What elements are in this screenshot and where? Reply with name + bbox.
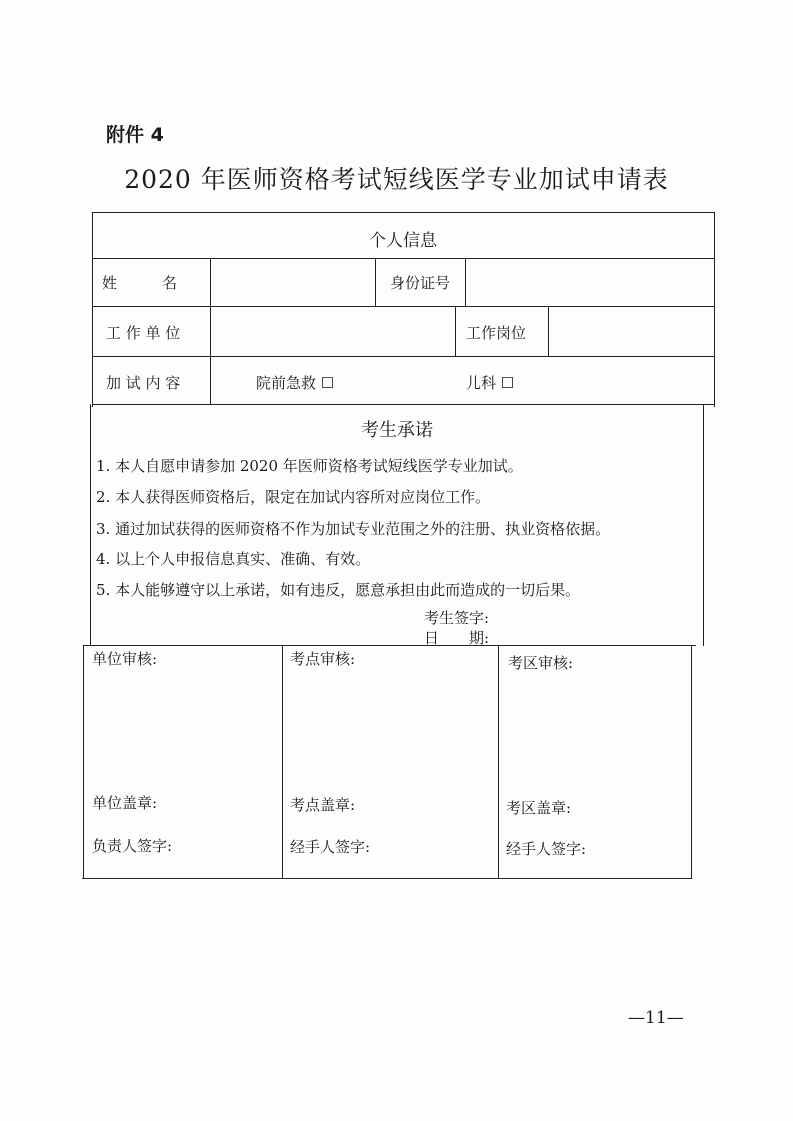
exam-site-seal-label: 考点盖章:	[290, 796, 356, 814]
id-number-field[interactable]	[467, 260, 712, 304]
unit-review-label: 单位审核:	[92, 650, 158, 668]
page-number: —11—	[628, 1008, 684, 1028]
exam-site-sign-label: 经手人签字:	[290, 838, 371, 856]
option-pediatrics[interactable]: 儿科 ☐	[466, 374, 515, 392]
candidate-signature-label: 考生签字:	[424, 609, 490, 627]
id-number-label: 身份证号	[390, 274, 451, 292]
pledge-item: 4. 以上个人申报信息真实、准确、有效。	[96, 550, 371, 568]
exam-region-seal-label: 考区盖章:	[506, 799, 572, 817]
name-label: 姓 名	[102, 274, 178, 292]
work-unit-field[interactable]	[212, 308, 452, 354]
pledge-item: 2. 本人获得医师资格后，限定在加试内容所对应岗位工作。	[96, 488, 491, 506]
work-unit-label: 工 作 单 位	[106, 324, 181, 342]
exam-site-review-label: 考点审核:	[290, 650, 356, 668]
pledge-item: 3. 通过加试获得的医师资格不作为加试专业范围之外的注册、执业资格依据。	[96, 520, 611, 538]
exam-region-review-label: 考区审核:	[508, 654, 574, 672]
option-prehospital-emergency[interactable]: 院前急救 ☐	[256, 374, 335, 392]
section-personal-info: 个人信息	[369, 231, 437, 251]
exam-region-sign-label: 经手人签字:	[506, 840, 587, 858]
work-post-label: 工作岗位	[466, 324, 527, 342]
name-field[interactable]	[212, 260, 372, 304]
exam-content-label: 加 试 内 容	[106, 374, 181, 392]
pledge-item: 5. 本人能够遵守以上承诺，如有违反，愿意承担由此而造成的一切后果。	[96, 581, 581, 599]
pledge-item: 1. 本人自愿申请参加 2020 年医师资格考试短线医学专业加试。	[96, 457, 523, 475]
work-post-field[interactable]	[550, 308, 712, 354]
date-label: 日 期:	[424, 629, 490, 647]
attachment-label: 附件 4	[106, 124, 164, 146]
unit-sign-label: 负责人签字:	[92, 837, 173, 855]
section-pledge: 考生承诺	[361, 420, 433, 441]
unit-seal-label: 单位盖章:	[92, 794, 158, 812]
page-title: 2020 年医师资格考试短线医学专业加试申请表	[124, 165, 669, 194]
